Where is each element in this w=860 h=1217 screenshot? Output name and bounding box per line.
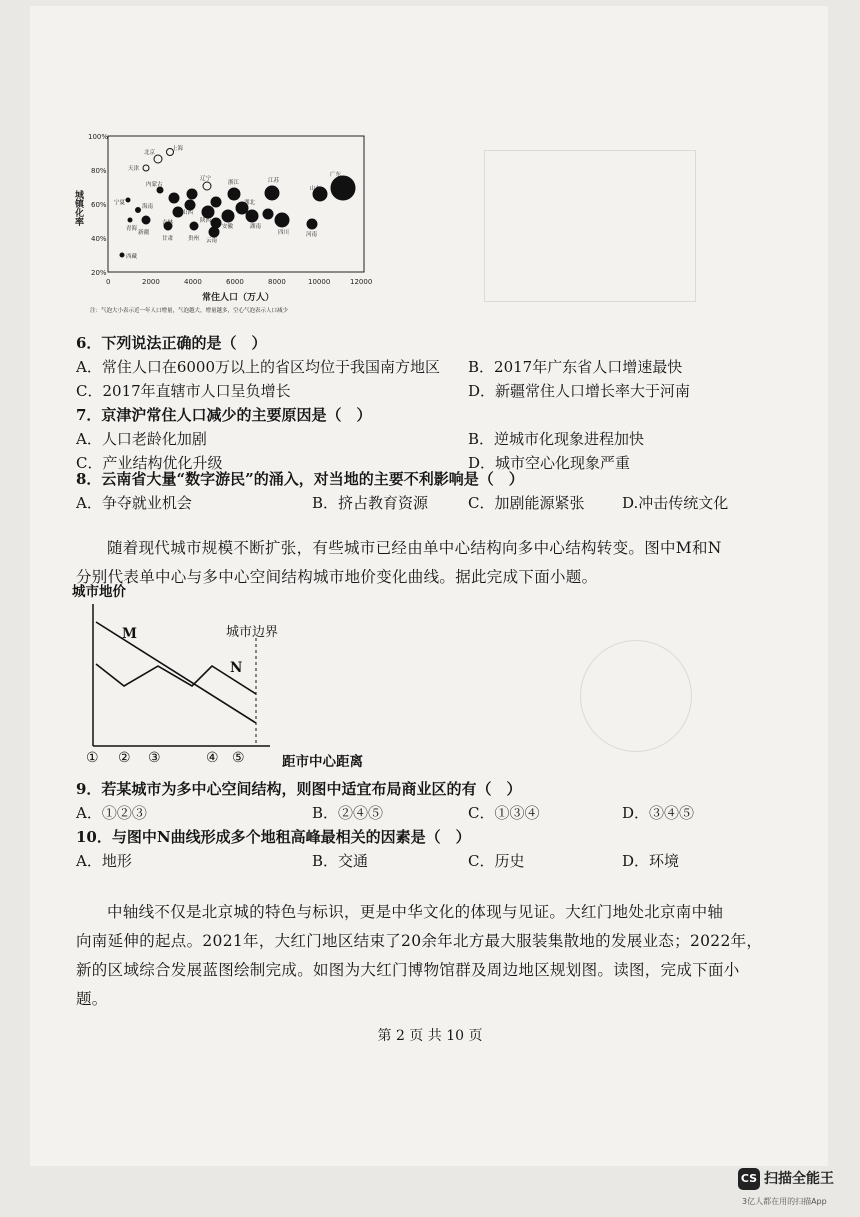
bubble-label: 安徽 bbox=[222, 224, 234, 230]
bubble-label: 西藏 bbox=[126, 254, 138, 260]
passage-line: 分别代表单中心与多中心空间结构城市地价变化曲线。据此完成下面小题。 bbox=[76, 568, 598, 586]
bubble-hebei bbox=[263, 209, 273, 219]
bubble-guizhou bbox=[190, 222, 198, 230]
bubble-xizang bbox=[120, 253, 124, 257]
passage-line: 新的区域综合发展蓝图绘制完成。如图为大红门博物馆群及周边地区规划图。读图，完成下面小 bbox=[76, 961, 740, 979]
city-boundary-label: 城市边界 bbox=[226, 625, 279, 640]
bubble-label: 新疆 bbox=[138, 230, 150, 236]
passage-line: 中轴线不仅是北京城的特色与标识，更是中华文化的体现与见证。大红门地处北京南中轴 bbox=[107, 903, 724, 921]
bubble-label: 海南 bbox=[142, 204, 154, 210]
q9-option-c[interactable]: C．①③④ bbox=[468, 804, 540, 822]
bubble-label: 辽宁 bbox=[200, 176, 212, 182]
bubble-label: 湖南 bbox=[250, 224, 262, 230]
bubble-label: 天津 bbox=[128, 166, 140, 172]
chart-note: 注：气泡大小表示近一年人口增量，气泡越大，增量越多，空心气泡表示人口减少 bbox=[90, 308, 289, 314]
y-tick: 20% bbox=[91, 269, 107, 277]
q6-option-c[interactable]: C．2017年直辖市人口呈负增长 bbox=[76, 382, 291, 400]
bubble-label: 山东 bbox=[310, 186, 322, 192]
bubble-label: 北京 bbox=[144, 150, 156, 156]
bubble-hainan bbox=[136, 208, 141, 213]
q7-option-b[interactable]: B．逆城市化现象进程加快 bbox=[468, 430, 645, 448]
bubble-zhejiang bbox=[228, 188, 240, 200]
bubble-label: 陕西 bbox=[200, 218, 212, 224]
bubble-yunnan bbox=[209, 227, 219, 237]
bubble-sichuan bbox=[275, 213, 289, 227]
y-tick: 60% bbox=[91, 201, 107, 209]
q10-option-c[interactable]: C．历史 bbox=[468, 852, 525, 870]
x-tick: 10000 bbox=[308, 278, 331, 286]
land-price-curve-chart bbox=[70, 580, 370, 776]
x-tick: 4000 bbox=[184, 278, 202, 286]
q10-option-d[interactable]: D．环境 bbox=[622, 852, 680, 870]
camscanner-title: 扫描全能王 bbox=[764, 1171, 834, 1187]
passage-line: 题。 bbox=[76, 990, 108, 1008]
y-axis-label: 城市地价 bbox=[72, 584, 126, 600]
bubble-label: 广东 bbox=[330, 172, 342, 178]
q7-option-a[interactable]: A．人口老龄化加剧 bbox=[76, 430, 207, 448]
urbanization-bubble-chart bbox=[72, 128, 372, 318]
passage-beijing-axis bbox=[76, 898, 791, 1014]
bleed-through-compass bbox=[580, 640, 692, 752]
camscanner-logo-icon: CS bbox=[738, 1168, 760, 1190]
q8-option-a[interactable]: A．争夺就业机会 bbox=[76, 494, 192, 512]
q7-option-d[interactable]: D．城市空心化现象严重 bbox=[468, 454, 631, 472]
q10-option-b[interactable]: B．交通 bbox=[312, 852, 369, 870]
q8-option-b[interactable]: B．挤占教育资源 bbox=[312, 494, 429, 512]
bubble-guangdong bbox=[331, 176, 355, 200]
camscanner-subtitle: 3亿人都在用的扫描App bbox=[742, 1197, 827, 1206]
q10-option-a[interactable]: A．地形 bbox=[76, 852, 132, 870]
bubble-qinghai bbox=[128, 218, 132, 222]
bubble-label: 湖北 bbox=[244, 200, 256, 206]
bubble-jilin bbox=[169, 193, 179, 203]
bubble-label: 内蒙古 bbox=[146, 182, 163, 188]
q8-option-d[interactable]: D.冲击传统文化 bbox=[622, 494, 729, 512]
curve-m-label: M bbox=[122, 626, 137, 642]
bubble-label: 浙江 bbox=[228, 180, 240, 186]
bubble-henan bbox=[307, 219, 317, 229]
q6-option-d[interactable]: D．新疆常住人口增长率大于河南 bbox=[468, 382, 691, 400]
q6-stem: 6．下列说法正确的是（ ） bbox=[76, 334, 267, 352]
bubble-label: 云南 bbox=[206, 238, 218, 244]
bubble-shanxi bbox=[185, 200, 195, 210]
q8-stem: 8．云南省大量“数字游民”的涌入，对当地的主要不利影响是（ ） bbox=[76, 470, 524, 488]
q9-option-a[interactable]: A．①②③ bbox=[76, 804, 147, 822]
x-axis-label: 距市中心距离 bbox=[282, 754, 363, 770]
passage-line: 向南延伸的起点。2021年，大红门地区结束了20余年北方最大服装集散地的发展业态；2022年， bbox=[76, 932, 763, 950]
point-1: ① bbox=[86, 750, 99, 766]
bubble-anhui bbox=[222, 210, 234, 222]
bleed-through-figure bbox=[484, 150, 696, 302]
bubble-label: 吉林 bbox=[162, 220, 174, 226]
point-2: ② bbox=[118, 750, 131, 766]
curve-n-label: N bbox=[230, 660, 243, 676]
x-tick: 8000 bbox=[268, 278, 286, 286]
bubble-label: 贵州 bbox=[188, 236, 200, 242]
bubble-label: 山西 bbox=[182, 210, 194, 216]
point-5: ⑤ bbox=[232, 750, 245, 766]
bubble-label: 上海 bbox=[172, 146, 184, 152]
bubble-label: 宁夏 bbox=[114, 200, 126, 206]
x-tick: 12000 bbox=[350, 278, 372, 286]
bubble-label: 河南 bbox=[306, 232, 318, 238]
y-tick: 100% bbox=[88, 133, 109, 141]
bubble-ningxia bbox=[126, 198, 130, 202]
q10-stem: 10．与图中N曲线形成多个地租高峰最相关的因素是（ ） bbox=[76, 828, 471, 846]
bubble-tianjin bbox=[143, 165, 149, 171]
y-axis-label: 城镇化率 bbox=[73, 190, 83, 226]
q7-stem: 7．京津沪常住人口减少的主要原因是（ ） bbox=[76, 406, 372, 424]
bubble-heilongjiang bbox=[187, 189, 197, 199]
bubble-liaoning bbox=[203, 182, 211, 190]
bubble-label: 江苏 bbox=[268, 178, 280, 184]
point-4: ④ bbox=[206, 750, 219, 766]
point-3: ③ bbox=[148, 750, 161, 766]
bubble-xinjiang bbox=[142, 216, 150, 224]
q9-stem: 9．若某城市为多中心空间结构，则图中适宜布局商业区的有（ ） bbox=[76, 780, 522, 798]
x-tick: 0 bbox=[106, 278, 111, 286]
bubble-label: 青海 bbox=[126, 226, 138, 232]
bubble-label: 四川 bbox=[278, 230, 290, 236]
q8-option-c[interactable]: C．加剧能源紧张 bbox=[468, 494, 585, 512]
bubble-hunan bbox=[246, 210, 258, 222]
q9-option-b[interactable]: B．②④⑤ bbox=[312, 804, 384, 822]
x-axis-label: 常住人口（万人） bbox=[202, 293, 275, 303]
q9-option-d[interactable]: D．③④⑤ bbox=[622, 804, 695, 822]
y-tick: 80% bbox=[91, 167, 107, 175]
bubble-fujian bbox=[211, 197, 221, 207]
q7-option-c[interactable]: C．产业结构优化升级 bbox=[76, 454, 223, 472]
q6-option-b[interactable]: B．2017年广东省人口增速最快 bbox=[468, 358, 683, 376]
page-number: 第 2 页 共 10 页 bbox=[377, 1028, 483, 1044]
y-tick: 40% bbox=[91, 235, 107, 243]
bubble-guangxi bbox=[211, 218, 221, 228]
bubble-label: 甘肃 bbox=[162, 236, 174, 242]
bubble-jiangsu bbox=[265, 186, 279, 200]
passage-line: 随着现代城市规模不断扩张，有些城市已经由单中心结构向多中心结构转变。图中M和N bbox=[107, 539, 722, 557]
x-tick: 2000 bbox=[142, 278, 160, 286]
bubble-shaanxi bbox=[202, 206, 214, 218]
bubble-beijing bbox=[154, 155, 162, 163]
x-tick: 6000 bbox=[226, 278, 244, 286]
q6-option-a[interactable]: A．常住人口在6000万以上的省区均位于我国南方地区 bbox=[76, 358, 441, 376]
